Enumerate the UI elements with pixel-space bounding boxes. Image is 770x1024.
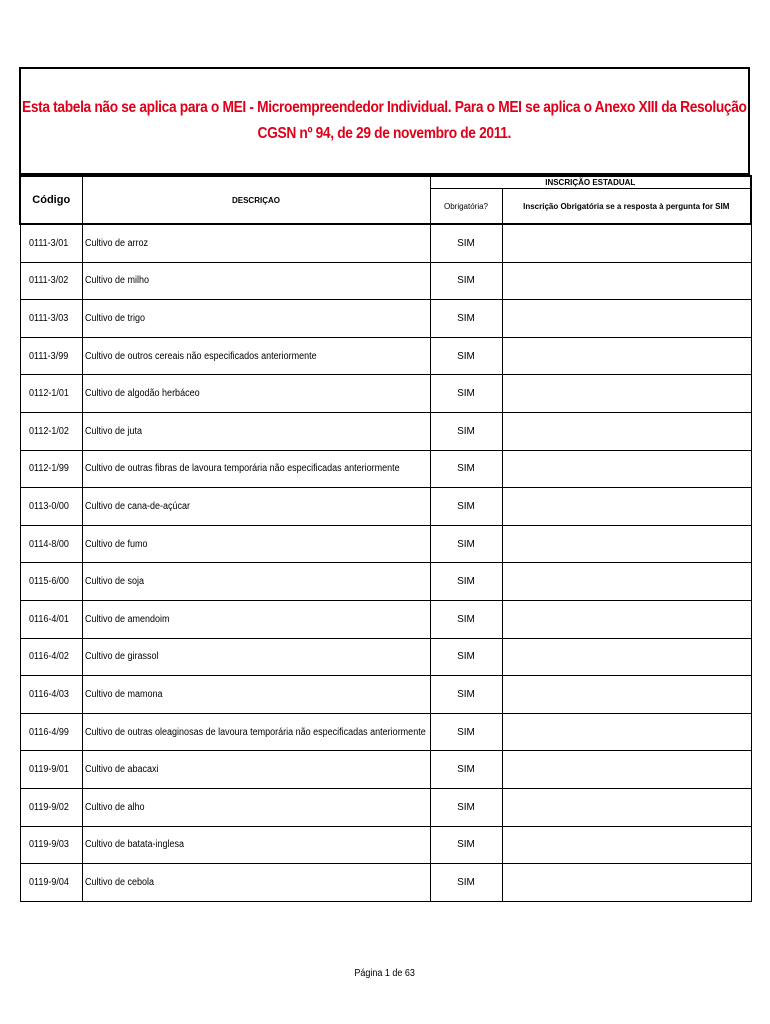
obrigatoria-value: SIM [457, 312, 475, 324]
cell-obrigatoria [430, 638, 502, 676]
cell-inscricao-nota [502, 224, 751, 262]
cell-codigo [20, 826, 82, 864]
cell-codigo [20, 450, 82, 488]
mei-notice-banner [19, 67, 750, 175]
codigo-value: 0116-4/99 [28, 726, 69, 738]
codigo-value: 0112-1/99 [28, 463, 69, 475]
cell-obrigatoria [430, 563, 502, 601]
cell-descricao [82, 224, 430, 262]
cell-obrigatoria [430, 224, 502, 262]
cell-codigo [20, 638, 82, 676]
obrigatoria-value: SIM [457, 538, 475, 550]
cell-inscricao-nota [502, 412, 751, 450]
mei-notice-line-2: CGSN nº 94, de 29 de novembro de 2011. [257, 125, 512, 142]
cell-descricao [82, 262, 430, 300]
cell-obrigatoria [430, 713, 502, 751]
obrigatoria-value: SIM [457, 388, 475, 400]
table-row [20, 751, 751, 789]
table-row [20, 262, 751, 300]
codigo-value: 0116-4/01 [28, 613, 69, 625]
cell-inscricao-nota [502, 450, 751, 488]
cell-inscricao-nota [502, 300, 751, 338]
cell-descricao [82, 864, 430, 902]
cell-inscricao-nota [502, 864, 751, 902]
descricao-value: Cultivo de cebola [84, 876, 154, 888]
table-row [20, 525, 751, 563]
table-row [20, 563, 751, 601]
cell-obrigatoria [430, 600, 502, 638]
cell-inscricao-nota [502, 563, 751, 601]
cell-obrigatoria [430, 826, 502, 864]
cell-codigo [20, 337, 82, 375]
cell-descricao [82, 638, 430, 676]
obrigatoria-value: SIM [457, 651, 475, 663]
table-row [20, 224, 751, 262]
cell-descricao [82, 826, 430, 864]
codigo-value: 0113-0/00 [28, 500, 69, 512]
cell-descricao [82, 676, 430, 714]
table-row [20, 676, 751, 714]
table-row [20, 600, 751, 638]
table-row [20, 450, 751, 488]
codigo-value: 0112-1/01 [28, 388, 69, 400]
mei-notice-line-1: Esta tabela não se aplica para o MEI - Microempreendedor Individual. Para o MEI se aplica o Anexo XIII da Resolução [22, 99, 747, 116]
obrigatoria-value: SIM [457, 764, 475, 776]
table-row [20, 412, 751, 450]
cell-codigo [20, 864, 82, 902]
obrigatoria-value: SIM [457, 876, 475, 888]
descricao-value: Cultivo de abacaxi [84, 764, 159, 776]
codigo-value: 0111-3/99 [28, 350, 68, 362]
cell-descricao [82, 713, 430, 751]
codigo-value: 0119-9/04 [28, 876, 69, 888]
descricao-value: Cultivo de soja [84, 576, 144, 588]
cell-descricao [82, 563, 430, 601]
cell-obrigatoria [430, 864, 502, 902]
descricao-value: Cultivo de cana-de-açúcar [84, 500, 190, 512]
cnae-table [19, 175, 752, 902]
cell-descricao [82, 788, 430, 826]
cell-obrigatoria [430, 300, 502, 338]
cell-inscricao-nota [502, 337, 751, 375]
descricao-value: Cultivo de outras oleaginosas de lavoura temporária não especificadas anteriormente [84, 726, 426, 738]
cell-codigo [20, 676, 82, 714]
cell-inscricao-nota [502, 713, 751, 751]
codigo-value: 0114-8/00 [28, 538, 69, 550]
cell-inscricao-nota [502, 676, 751, 714]
descricao-value: Cultivo de algodão herbáceo [84, 388, 200, 400]
header-descricao: DESCRIÇAO [82, 176, 430, 224]
cell-descricao [82, 300, 430, 338]
cell-inscricao-nota [502, 751, 751, 789]
cell-codigo [20, 788, 82, 826]
descricao-value: Cultivo de fumo [84, 538, 148, 550]
obrigatoria-value: SIM [457, 463, 475, 475]
obrigatoria-value: SIM [457, 500, 475, 512]
descricao-value: Cultivo de alho [84, 801, 145, 813]
obrigatoria-value: SIM [457, 726, 475, 738]
cell-obrigatoria [430, 262, 502, 300]
cell-descricao [82, 375, 430, 413]
obrigatoria-value: SIM [457, 425, 475, 437]
obrigatoria-value: SIM [457, 801, 475, 813]
cell-obrigatoria [430, 751, 502, 789]
mei-notice-text [22, 95, 747, 147]
cell-obrigatoria [430, 337, 502, 375]
cell-descricao [82, 600, 430, 638]
cell-codigo [20, 488, 82, 526]
descricao-value: Cultivo de batata-inglesa [84, 839, 184, 851]
table-row [20, 488, 751, 526]
cell-inscricao-nota [502, 600, 751, 638]
cell-descricao [82, 488, 430, 526]
cell-descricao [82, 412, 430, 450]
descricao-value: Cultivo de amendoim [84, 613, 170, 625]
table-body [20, 224, 751, 901]
descricao-value: Cultivo de juta [84, 425, 142, 437]
cell-inscricao-nota [502, 262, 751, 300]
cell-descricao [82, 337, 430, 375]
header-codigo: Código [20, 176, 82, 224]
table-row [20, 375, 751, 413]
page-number: Página 1 de 63 [354, 968, 416, 979]
descricao-value: Cultivo de outras fibras de lavoura temporária não especificadas anteriormente [84, 463, 400, 475]
cell-obrigatoria [430, 525, 502, 563]
cell-codigo [20, 262, 82, 300]
cell-codigo [20, 375, 82, 413]
codigo-value: 0116-4/03 [28, 688, 69, 700]
codigo-value: 0111-3/02 [28, 275, 68, 287]
cell-inscricao-nota [502, 826, 751, 864]
cell-codigo [20, 713, 82, 751]
cell-descricao [82, 751, 430, 789]
codigo-value: 0115-6/00 [28, 576, 69, 588]
page-footer [0, 968, 770, 979]
cell-obrigatoria [430, 450, 502, 488]
cell-codigo [20, 300, 82, 338]
obrigatoria-value: SIM [457, 839, 475, 851]
cell-obrigatoria [430, 412, 502, 450]
cell-inscricao-nota [502, 638, 751, 676]
descricao-value: Cultivo de outros cereais não especificados anteriormente [84, 350, 317, 362]
descricao-value: Cultivo de milho [84, 275, 149, 287]
cell-codigo [20, 412, 82, 450]
cell-inscricao-nota [502, 375, 751, 413]
obrigatoria-value: SIM [457, 275, 475, 287]
table-row [20, 337, 751, 375]
cell-obrigatoria [430, 788, 502, 826]
cell-inscricao-nota [502, 788, 751, 826]
cell-obrigatoria [430, 375, 502, 413]
cell-descricao [82, 450, 430, 488]
descricao-value: Cultivo de girassol [84, 651, 159, 663]
obrigatoria-value: SIM [457, 576, 475, 588]
cell-codigo [20, 751, 82, 789]
table-row [20, 713, 751, 751]
table-row [20, 638, 751, 676]
descricao-value: Cultivo de mamona [84, 688, 163, 700]
codigo-value: 0119-9/03 [28, 839, 69, 851]
cell-inscricao-nota [502, 525, 751, 563]
cell-codigo [20, 224, 82, 262]
codigo-value: 0112-1/02 [28, 425, 69, 437]
codigo-value: 0111-3/01 [28, 237, 68, 249]
cell-obrigatoria [430, 676, 502, 714]
cell-codigo [20, 600, 82, 638]
table-row [20, 864, 751, 902]
header-obrigatoria: Obrigatória? [430, 189, 502, 225]
cell-obrigatoria [430, 488, 502, 526]
header-inscricao-nota: Inscrição Obrigatória se a resposta à pergunta for SIM [502, 189, 751, 225]
obrigatoria-value: SIM [457, 688, 475, 700]
document-sheet [19, 67, 750, 902]
codigo-value: 0119-9/02 [28, 801, 69, 813]
cell-codigo [20, 525, 82, 563]
cell-codigo [20, 563, 82, 601]
descricao-value: Cultivo de arroz [84, 237, 148, 249]
codigo-value: 0116-4/02 [28, 651, 69, 663]
table-row [20, 826, 751, 864]
table-row [20, 788, 751, 826]
codigo-value: 0119-9/01 [28, 764, 69, 776]
obrigatoria-value: SIM [457, 613, 475, 625]
codigo-value: 0111-3/03 [28, 312, 68, 324]
table-row [20, 300, 751, 338]
obrigatoria-value: SIM [457, 237, 475, 249]
cell-descricao [82, 525, 430, 563]
obrigatoria-value: SIM [457, 350, 475, 362]
descricao-value: Cultivo de trigo [84, 312, 145, 324]
header-inscricao-estadual: INSCRIÇÃO ESTADUAL [430, 176, 751, 189]
cell-inscricao-nota [502, 488, 751, 526]
